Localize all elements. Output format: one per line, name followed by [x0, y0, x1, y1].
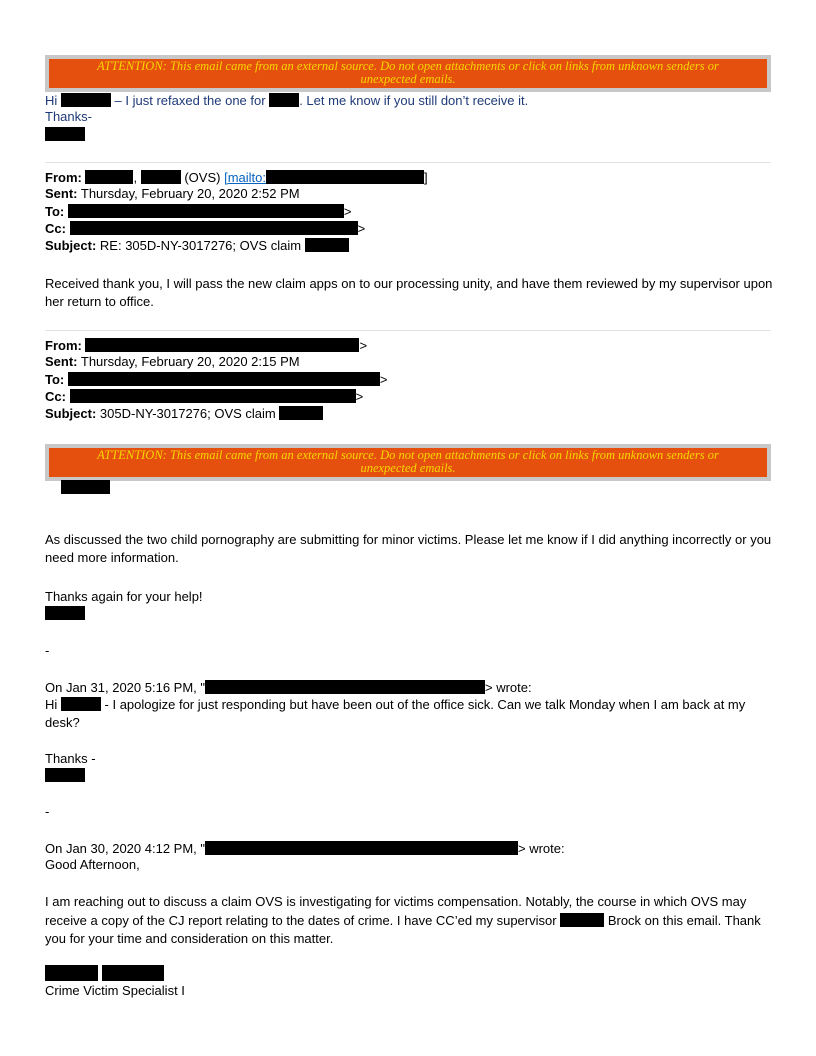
redacted-email [85, 338, 359, 352]
signature-title: Crime Victim Specialist I [45, 983, 185, 998]
angle-bracket: > [355, 389, 364, 404]
redacted-name [85, 170, 133, 184]
sent-value: Thursday, February 20, 2020 2:52 PM [80, 186, 300, 201]
wrote-label: > wrote: [485, 680, 532, 695]
quote-date: On Jan 30, 2020 4:12 PM, " [45, 841, 205, 856]
angle-bracket: > [359, 338, 368, 353]
redacted-name [61, 480, 110, 494]
banner-text: ATTENTION: This email came from an external source. Do not open attachments or click on links from unknown senders or unexpected emails. [97, 448, 719, 475]
thanks-line: Thanks - [45, 751, 96, 766]
redacted-signature [102, 965, 164, 981]
redacted-name [61, 697, 101, 711]
redacted-email [205, 680, 485, 694]
redacted-signature [45, 127, 85, 141]
reply-thanks: Thanks- [45, 109, 92, 124]
reply-line [45, 91, 528, 109]
cc-label: Cc: [45, 389, 66, 404]
mailto-link[interactable]: [mailto: [224, 170, 424, 185]
quote-body-text: Brock on this email. Thank you for your time and consideration on this matter. [45, 913, 761, 946]
redacted-name [141, 170, 181, 184]
greeting-line: Good Afternoon, [45, 857, 140, 872]
separator-rule [45, 162, 771, 163]
redacted-email [205, 841, 518, 855]
dash-line: - [45, 804, 50, 819]
redacted-email [70, 389, 356, 403]
message-body: As discussed the two child pornography are submitting for minor victims. Please let me know if I did anything incorrectly or you need more information. [45, 532, 772, 565]
redacted-email [68, 204, 344, 218]
subject-value: RE: 305D-NY-3017276; OVS claim [99, 238, 302, 253]
quote-date: On Jan 31, 2020 5:16 PM, " [45, 680, 205, 695]
quote-body [45, 893, 775, 948]
to-label: To: [45, 204, 65, 219]
redacted-signature [45, 606, 85, 620]
sent-label: Sent: [45, 354, 78, 369]
redacted-name [560, 913, 604, 927]
redacted-email [70, 221, 358, 235]
to-line [45, 202, 351, 220]
subject-label: Subject: [45, 406, 97, 421]
greeting-hi: Hi [45, 697, 58, 712]
subject-line [45, 236, 349, 254]
quote-header [45, 678, 532, 696]
message-body: Received thank you, I will pass the new claim apps on to our processing unity, and have them reviewed by my supervisor upon her return to office. [45, 276, 773, 309]
sent-line [45, 353, 300, 370]
subject-line [45, 404, 323, 422]
close-bracket: ] [423, 170, 428, 185]
redacted-name [61, 93, 111, 107]
redacted-email [68, 372, 380, 386]
greeting-hi: Hi [45, 93, 58, 108]
quote-body-text: - I apologize for just responding but have been out of the office sick. Can we talk Monday when I am back at my desk? [45, 697, 746, 730]
cc-label: Cc: [45, 221, 66, 236]
external-source-banner [45, 55, 771, 92]
redacted-claim [279, 406, 323, 420]
angle-bracket: > [379, 372, 388, 387]
quote-body [45, 695, 775, 732]
separator-rule [45, 330, 771, 331]
to-line [45, 370, 387, 388]
banner-text: ATTENTION: This email came from an external source. Do not open attachments or click on links from unknown senders or unexpected emails. [97, 59, 719, 86]
wrote-label: > wrote: [518, 841, 565, 856]
from-label: From: [45, 170, 82, 185]
subject-label: Subject: [45, 238, 97, 253]
to-label: To: [45, 372, 65, 387]
angle-bracket: > [357, 221, 366, 236]
sent-label: Sent: [45, 186, 78, 201]
quote-body-text: I am reaching out to discuss a claim OVS is investigating for victims compensation. Notably, the course in which OVS may receive a copy of the CJ report relating to the dates of crime. I have CC’ed my supervisor [45, 894, 747, 928]
from-ovs: (OVS) [184, 170, 221, 185]
quote-header [45, 839, 565, 857]
sent-line [45, 185, 300, 202]
from-line: From: , (OVS) [mailto: ] [45, 170, 428, 185]
reply-body-end: . Let me know if you still don’t receive it. [299, 93, 529, 108]
redacted-claim [305, 238, 349, 252]
reply-body: – I just refaxed the one for [114, 93, 266, 108]
redacted-email [266, 170, 424, 184]
external-source-banner [45, 444, 771, 481]
sent-value: Thursday, February 20, 2020 2:15 PM [80, 354, 300, 369]
from-label: From: [45, 338, 82, 353]
redacted-name [269, 93, 299, 107]
from-line [45, 336, 367, 354]
angle-bracket: > [343, 204, 352, 219]
cc-line [45, 387, 363, 405]
dash-line: - [45, 643, 50, 658]
thanks-line: Thanks again for your help! [45, 589, 203, 604]
cc-line [45, 219, 365, 237]
redacted-signature [45, 768, 85, 782]
subject-value: 305D-NY-3017276; OVS claim [99, 406, 276, 421]
redacted-signature [45, 965, 98, 981]
